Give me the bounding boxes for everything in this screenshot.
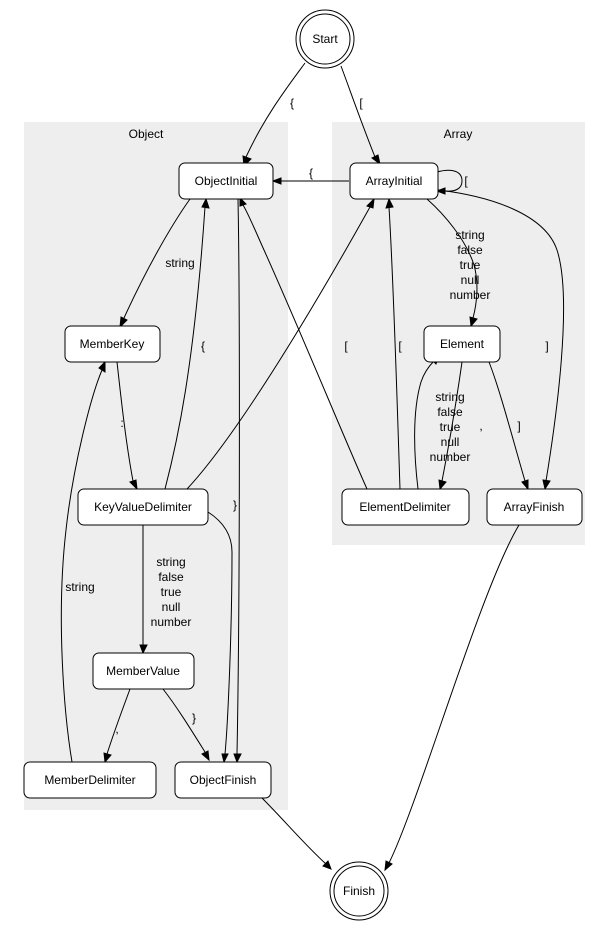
- edge-label-kvd-object: {: [200, 339, 206, 353]
- node-member-value[interactable]: [93, 653, 194, 689]
- edge-label-elementdelimiter-element-5: number: [429, 450, 471, 464]
- cluster-array-label: Array: [443, 127, 473, 141]
- edge-label-arrayinitial-element-5: number: [449, 288, 491, 302]
- node-member-delimiter-label: MemberDelimiter: [44, 773, 136, 788]
- edge-label-memberdelimiter-memberkey: string: [65, 580, 95, 594]
- node-array-initial[interactable]: [350, 163, 438, 199]
- node-start-label: Start: [312, 32, 338, 47]
- edge-label-object-memberkey: string: [165, 256, 195, 270]
- node-member-delimiter[interactable]: [24, 762, 156, 798]
- node-member-key-label: MemberKey: [79, 337, 145, 352]
- node-key-value-delimiter[interactable]: [78, 489, 208, 525]
- edge-label-kvd-objectfinish: }: [232, 498, 238, 512]
- node-element-delimiter-label: ElementDelimiter: [359, 500, 451, 515]
- node-object-finish-label: ObjectFinish: [189, 773, 257, 788]
- node-array-initial-label: ArrayInitial: [365, 174, 423, 189]
- edge-label-kvd-membervalue-4: null: [161, 600, 181, 614]
- node-element[interactable]: [424, 326, 500, 362]
- edge-label-element-arrayfinish: ]: [517, 419, 521, 433]
- node-element-label: Element: [439, 337, 485, 352]
- node-object-initial-label: ObjectInitial: [194, 174, 258, 189]
- node-member-key[interactable]: [65, 326, 160, 362]
- node-array-finish-label: ArrayFinish: [503, 500, 565, 515]
- node-object-finish[interactable]: [175, 762, 271, 798]
- cluster-object: [24, 122, 288, 810]
- edge-label-elementdelimiter-element-3: true: [439, 420, 461, 434]
- cluster-object-label: Object: [128, 127, 164, 141]
- edge-label-elementdelimiter-element-2: false: [437, 405, 463, 419]
- edge-label-element-elementdelimiter: ,: [479, 419, 483, 433]
- edge-objectfinish-finish: [262, 798, 326, 864]
- node-object-initial[interactable]: [179, 163, 273, 199]
- edge-label-memberkey-kvd: :: [120, 416, 124, 430]
- edge-label-arrayinitial-element-1: string: [455, 228, 485, 242]
- cluster-object-rect: [24, 122, 288, 810]
- edge-label-membervalue-memberdelimiter: ,: [115, 722, 119, 736]
- node-member-value-label: MemberValue: [106, 664, 180, 679]
- edge-label-elementdelimiter-arrayinitial: [: [398, 339, 402, 353]
- edge-label-array-object: {: [308, 166, 314, 180]
- node-array-finish[interactable]: [487, 489, 582, 525]
- edge-label-arrayinitial-element-4: null: [460, 273, 480, 287]
- edge-label-kvd-membervalue-2: false: [158, 570, 184, 584]
- edge-arrayfinish-finish: [389, 525, 519, 863]
- edge-label-kvd-membervalue-5: number: [150, 615, 192, 629]
- node-element-delimiter[interactable]: [342, 489, 469, 525]
- node-finish[interactable]: [330, 862, 388, 920]
- edge-arrayfinish-finish-arrow: [385, 861, 392, 870]
- edge-label-kvd-array: [: [344, 339, 348, 353]
- edge-label-elementdelimiter-element-1: string: [435, 390, 465, 404]
- edge-label-start-array: [: [359, 96, 363, 110]
- edge-label-array-self: [: [464, 174, 468, 188]
- edge-label-start-object: {: [289, 96, 295, 110]
- edge-label-kvd-membervalue-1: string: [156, 555, 186, 569]
- edge-label-membervalue-objectfinish: }: [191, 711, 197, 725]
- node-key-value-delimiter-label: KeyValueDelimiter: [94, 500, 192, 515]
- node-start[interactable]: [296, 10, 354, 68]
- node-finish-label: Finish: [342, 884, 376, 899]
- edge-label-kvd-membervalue-3: true: [160, 585, 182, 599]
- edge-label-arrayinitial-arrayfinish: ]: [545, 339, 549, 353]
- edge-label-arrayinitial-element-2: false: [457, 243, 483, 257]
- edge-label-elementdelimiter-element-4: null: [440, 435, 460, 449]
- edge-label-arrayinitial-element-3: true: [459, 258, 481, 272]
